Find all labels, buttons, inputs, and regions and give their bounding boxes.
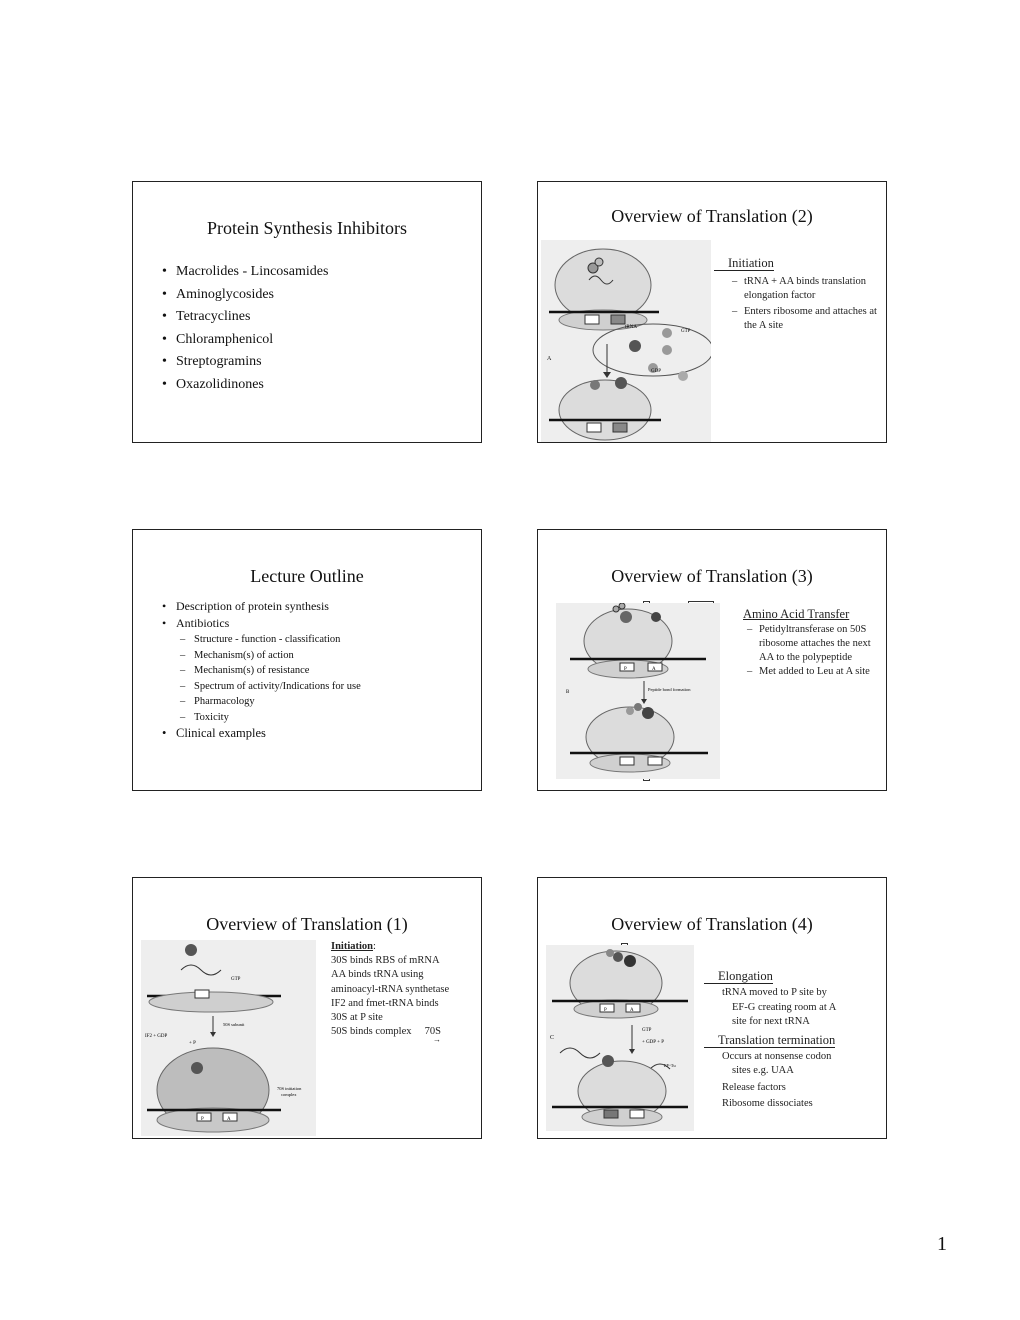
slide-translation-1 <box>132 877 482 1139</box>
step-line: 30S binds RBS of mRNA <box>331 955 440 967</box>
fig-if2-label: IF2 + GDP <box>145 1034 168 1039</box>
step-line: aminoacyl-tRNA synthetase <box>331 983 450 995</box>
initiation-steps <box>331 940 481 1045</box>
amino-acid-transfer-diagram <box>556 603 720 779</box>
slide-title: Overview of Translation (2) <box>611 206 813 226</box>
list-item: • Streptogramins <box>162 351 328 374</box>
page-number: 1 <box>937 1233 947 1255</box>
step-line: 50S binds complex 70S <box>331 1026 441 1038</box>
sub-list <box>180 632 361 725</box>
note-point: – Petidyltransferase on 50S ribosome attaches the next AA to the polypeptide <box>747 623 881 665</box>
note-line: site for next tRNA <box>732 1016 810 1028</box>
list-item: • Description of protein synthesis <box>162 598 361 615</box>
arrow-icon: → <box>433 1035 441 1045</box>
slide-translation-4 <box>537 877 887 1139</box>
list-item: • Tetracyclines <box>162 306 328 329</box>
slide-title: Overview of Translation (3) <box>611 566 813 586</box>
note-point: – Met added to Leu at A site <box>747 665 881 679</box>
note-line: sites e.g. UAA <box>732 1065 794 1077</box>
notes-heading: Initiation <box>714 256 774 271</box>
note-line: Release factors <box>722 1081 786 1093</box>
fig-complex-label: 70S initiation <box>277 1086 302 1091</box>
fig-panel-label: C <box>550 1035 555 1041</box>
sub-item: – Pharmacology <box>180 694 361 710</box>
fig-panel-label: B <box>566 690 570 695</box>
initiation-notes <box>714 256 886 333</box>
fig-gtp-label: GTP <box>642 1028 652 1033</box>
note-line: tRNA moved to P site by <box>722 987 827 999</box>
fig-p-label: P <box>201 1117 204 1122</box>
initiation-complex-diagram <box>141 940 316 1136</box>
note-line: Occurs at nonsense codon <box>722 1051 832 1063</box>
list-item: • Macrolides - Lincosamides <box>162 261 328 284</box>
fig-a-label: A <box>652 667 656 672</box>
fig-panel-label: A <box>547 356 552 362</box>
slide-title: Overview of Translation (4) <box>611 914 813 934</box>
fig-p-label: P <box>624 667 627 672</box>
steps-heading-line <box>331 940 481 954</box>
list-item-label: Antibiotics <box>176 616 230 630</box>
sub-item: – Structure - function - classification <box>180 632 361 648</box>
list-item: • Clinical examples <box>162 725 361 742</box>
fig-a-label: A <box>630 1008 634 1013</box>
fig-p-label: P <box>604 1008 607 1013</box>
notes-heading: Elongation <box>704 969 773 984</box>
list-item <box>162 615 361 725</box>
bullet-list <box>162 261 328 396</box>
fig-complex-label-2: complex <box>281 1092 297 1097</box>
slide-lecture-outline <box>132 529 482 791</box>
sub-item: – Toxicity <box>180 710 361 726</box>
note-point: – tRNA + AA binds translation elongation factor <box>732 275 886 303</box>
sub-item: – Mechanism(s) of action <box>180 648 361 664</box>
slide-translation-3 <box>537 529 887 791</box>
slide-protein-synthesis-inhibitors <box>132 181 482 443</box>
fig-gtp-label: GTP <box>231 977 241 982</box>
fig-subunit-label: 50S subunit <box>223 1022 245 1027</box>
step-line: AA binds tRNA using <box>331 969 424 981</box>
notes-heading: Translation termination <box>704 1033 835 1048</box>
amino-acid-transfer-notes <box>731 607 881 679</box>
slide-translation-2 <box>537 181 887 443</box>
fig-gtp-label: GTP <box>681 329 691 334</box>
steps-heading: Initiation <box>331 941 374 952</box>
slide-title: Lecture Outline <box>250 566 364 586</box>
sub-item: – Spectrum of activity/Indications for use <box>180 679 361 695</box>
fig-trna-label: tRNA <box>625 325 637 330</box>
note-line: Ribosome dissociates <box>722 1098 813 1110</box>
sub-item: – Mechanism(s) of resistance <box>180 663 361 679</box>
initiation-diagram <box>541 240 711 442</box>
note-point: – Enters ribosome and attaches at the A site <box>732 305 886 333</box>
fig-a-label: A <box>227 1117 231 1122</box>
fig-peptide-label: Peptide bond formation <box>648 687 691 692</box>
step-line: IF2 and fmet-tRNA binds <box>331 997 439 1009</box>
list-item: • Chloramphenicol <box>162 329 328 352</box>
slide-title: Protein Synthesis Inhibitors <box>206 218 407 238</box>
fig-gdp-label: GDP <box>651 369 662 374</box>
list-item: • Aminoglycosides <box>162 284 328 307</box>
fig-eftu-label: EF-Tu <box>664 1063 676 1068</box>
fig-gdp-label: + GDP + P <box>642 1040 664 1045</box>
steps-heading-colon: : <box>373 941 376 952</box>
elongation-diagram <box>546 945 694 1131</box>
notes-heading: Amino Acid Transfer <box>743 607 850 621</box>
fig-pi-label: + P <box>189 1041 196 1046</box>
slide-title: Overview of Translation (1) <box>206 914 408 934</box>
outline-list <box>162 598 361 742</box>
step-line: 30S at P site <box>331 1012 383 1024</box>
note-line: EF-G creating room at A <box>732 1001 837 1013</box>
elongation-notes <box>704 969 880 1112</box>
list-item: • Oxazolidinones <box>162 374 328 397</box>
